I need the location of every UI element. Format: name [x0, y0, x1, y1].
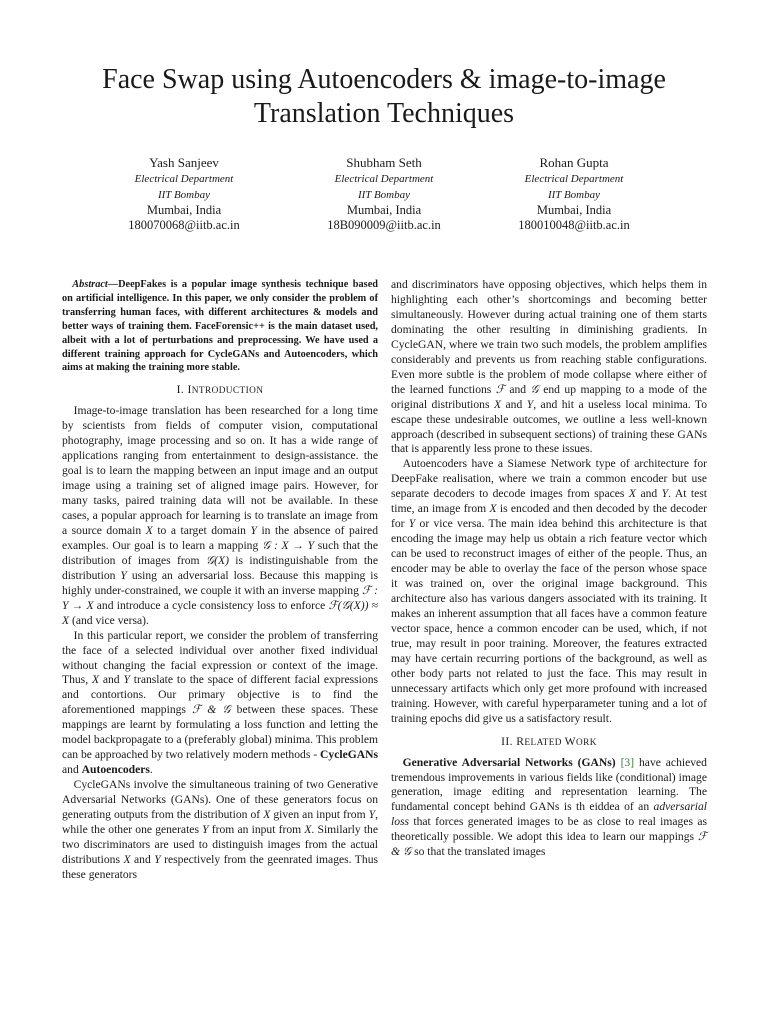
citation-link[interactable]: [3]	[620, 755, 635, 769]
author-email: 180070068@iitb.ac.in	[128, 218, 240, 232]
section-number: I.	[176, 383, 188, 397]
author-location: Mumbai, India	[146, 202, 222, 217]
author-block	[284, 155, 484, 234]
author-institution: IIT Bombay	[157, 188, 211, 201]
author-name: Rohan Gupta	[539, 155, 609, 170]
section-smallcaps: ELATED	[524, 737, 565, 748]
right-paragraph-2: Autoencoders have a Siamese Network type of architecture for DeepFake realisation, where we train a common encoder but use separate decoders to decode images from spaces X and Y. At test time, an image from X is encoded and then decoded by the decoder for Y or vice versa. The main idea behind this architecture is that encoding the image may help us obtain a rich feature vector which can be used to reconstruct images of either of the people. Thus, an encoder may be able to overlay the face of the person whose space it was trained on, over the original image background. This architecture also has various dangers associated with its training. It makes an inherent assumption that all faces have a common feature vector space, hence a common encoder can be used, which, if not true, may result in poor training. Moreover, the features extracted may have certain recurring portions of the background, as well as other body parts not related to just the face. This may result in unnecessary artifacts which only get more profound with increased training. However, with careful hyperparameter tuning and a lot of training epochs did give us a satisfactory result.	[391, 457, 708, 725]
author-name: Yash Sanjeev	[149, 155, 219, 170]
author-email: 18B090009@iitb.ac.in	[327, 218, 441, 232]
section-cap: W	[564, 734, 576, 748]
intro-paragraph-1: Image-to-image translation has been researched for a long time by scientists from fields of computer vision, computational photography, image processing and so on. It has a wide range of applications ranging from entertainment to design-assistance. the goal is to learn the mapping between an input image and an output image using a training set of aligned image pairs. However, for many tasks, paired training data will not be available. In these cases, a popular approach for learning is to translate an image from a source domain X to a target domain Y in the absence of paired examples. Our goal is to learn a mapping 𝒢 : X → Y such that the distribution of images from 𝒢(X) is indistinguishable from the distribution Y using an adversarial loss. Because this mapping is highly under-constrained, we couple it with an inverse mapping ℱ : Y → X and introduce a cycle consistency loss to enforce ℱ(𝒢(X)) ≈ X (and vice versa).	[62, 404, 379, 627]
section-cap: I	[187, 383, 192, 397]
author-department: Electrical Department	[334, 172, 434, 185]
section-cap: R	[516, 734, 525, 748]
intro-paragraph-2: In this particular report, we consider the problem of transferring the face of a selected individual over another fixed individual without changing the facial expression or context of the image. Thus, X and Y translate to the space of different facial expressions and contortions. Our primary objective is to find the aforementioned mappings ℱ & 𝒢 between these spaces. These mappings are learnt by formulating a loss function and letting the model backpropagate to a (preferably global) minima. This problem can be approached by two relatively modern methods - CycleGANs and Autoencoders.	[62, 628, 378, 777]
section-heading-related-work	[391, 735, 707, 751]
author-email: 180010048@iitb.ac.in	[518, 218, 630, 232]
paper-title: Face Swap using Autoencoders & image-to-image Translation Techniques	[102, 64, 666, 129]
section-heading-introduction	[62, 383, 378, 399]
section-smallcaps: NTRODUCTION	[191, 386, 264, 397]
author-department: Electrical Department	[524, 172, 624, 185]
author-department: Electrical Department	[134, 172, 234, 185]
right-paragraph-1: and discriminators have opposing objectives, which helps them in highlighting each other’s shortcomings and becoming better simultaneously. However during actual training one of them starts dominating the other resulting in diminishing gradients. In CycleGAN, where we train two such models, the problem amplifies considerably and prevents us from reaching stable configurations. Even more subtle is the problem of mode collapse where either of the learned functions ℱ and 𝒢 end up mapping to a mode of the original distributions X and Y, and hit a useless local minima. To escape these undesirable outcomes, we outline a less well-known approach (described in subsequent sections) of training these GANs that is apparently less prone to these issues.	[391, 278, 707, 456]
author-location: Mumbai, India	[536, 202, 612, 217]
section-smallcaps: ORK	[576, 737, 597, 748]
intro-paragraph-3: CycleGANs involve the simultaneous training of two Generative Adversarial Networks (GANs). One of these generators focus on generating outputs from the distribution of X given an input from Y, while the other one generates Y from an input from X. Similarly the two discriminators are used to distinguish images from the actual distributions X and Y respectively from the geenrated images. Thus these generators	[62, 778, 379, 881]
author-block	[474, 155, 674, 234]
author-block	[84, 155, 284, 234]
left-column	[62, 278, 378, 883]
abstract-lead: Abstract	[72, 279, 108, 290]
gan-heading: Generative Adversarial Networks (GANs)	[402, 755, 616, 769]
author-name: Shubham Seth	[346, 155, 422, 170]
author-institution: IIT Bombay	[357, 188, 411, 201]
section-number: II.	[501, 734, 517, 748]
abstract	[62, 278, 378, 375]
author-location: Mumbai, India	[346, 202, 422, 217]
related-paragraph-1: Generative Adversarial Networks (GANs) [3] have achieved tremendous improvements in various fields like (conditional) image generation, image editing and representation learning. The fundamental concept behind GANs is th eiddea of an adversarial loss that forces generated images to be as close to real images as theoretically possible. We adopt this idea to learn our mappings ℱ & 𝒢 so that the translated images	[391, 755, 707, 859]
abstract-text: —DeepFakes is a popular image synthesis technique based on artificial intelligence. In this paper, we only consider the problem of transferring human faces, with different architectures & models and better ways of training them. FaceForensic++ is the main dataset used, albeit with a lot of perturbations and preprocessing. We have used a different training approach for CycleGANs and Autoencoders, which aims at making the training more stable.	[62, 279, 378, 374]
right-column	[391, 278, 707, 860]
author-institution: IIT Bombay	[547, 188, 601, 201]
